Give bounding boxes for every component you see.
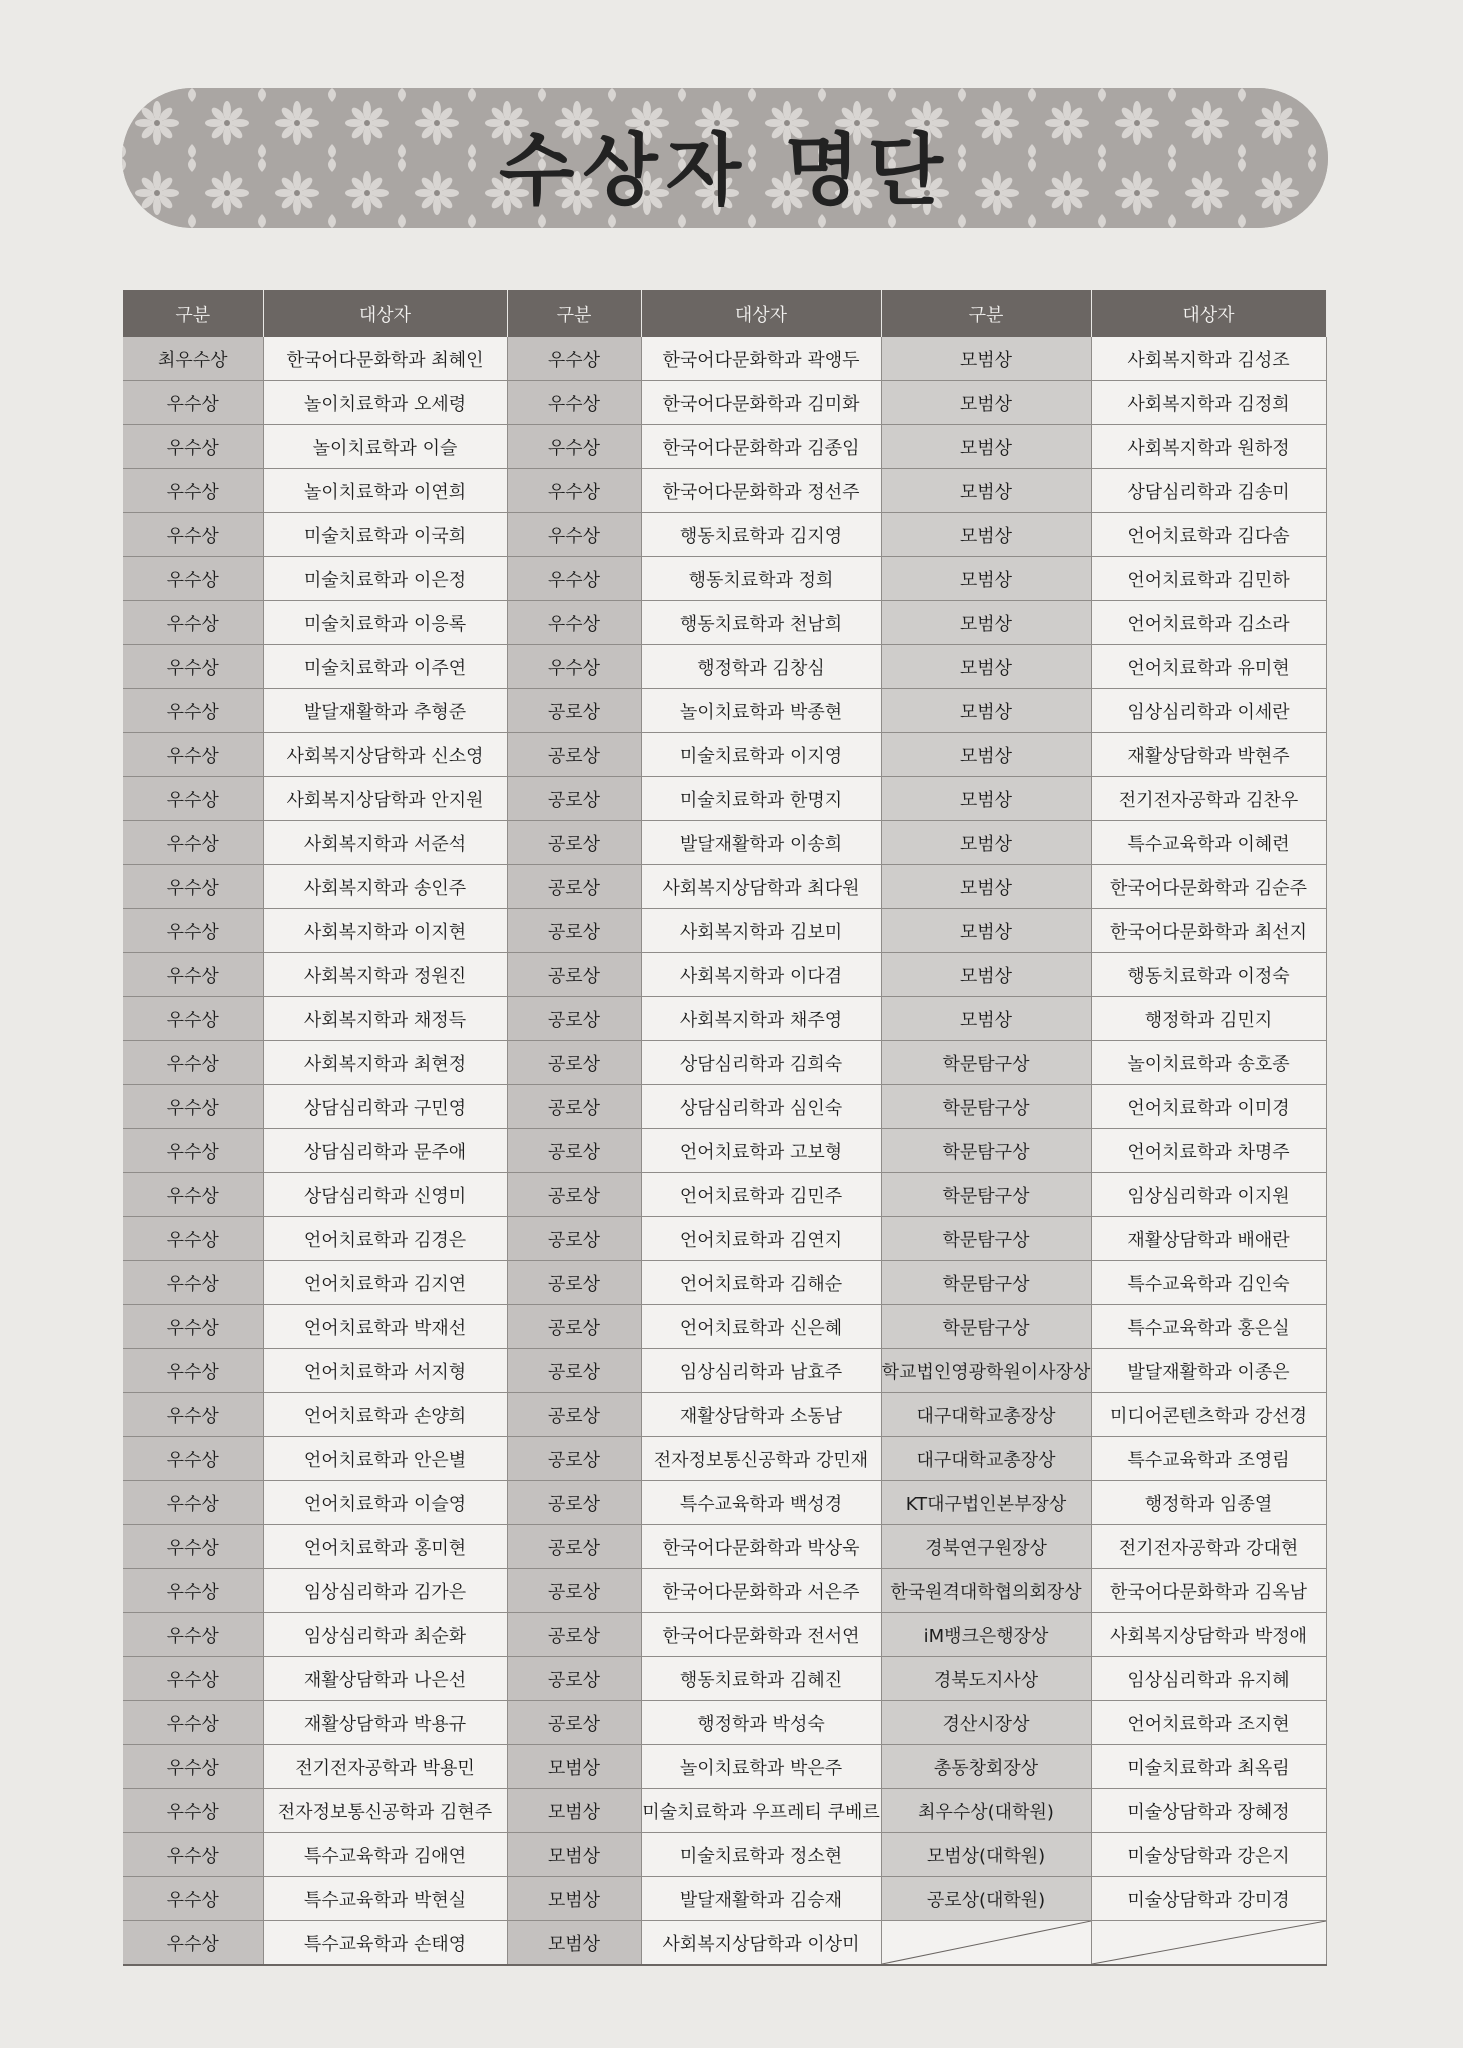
table-row xyxy=(123,689,1326,733)
award-category-cell: 모범상 xyxy=(881,557,1091,601)
award-category-cell: 학문탐구상 xyxy=(881,1261,1091,1305)
recipient-cell: 사회복지학과 송인주 xyxy=(263,865,507,909)
award-category-cell: 모범상 xyxy=(881,381,1091,425)
table-row xyxy=(123,997,1326,1041)
diagonal-slash xyxy=(1092,1921,1326,1964)
recipient-cell: 발달재활학과 추형준 xyxy=(263,689,507,733)
recipient-cell: 사회복지상담학과 안지원 xyxy=(263,777,507,821)
award-category-cell: 우수상 xyxy=(507,469,641,513)
page-title: 수상자 명단 xyxy=(499,126,951,216)
award-category-cell: 우수상 xyxy=(123,425,263,469)
award-category-cell: 우수상 xyxy=(123,1041,263,1085)
recipient-cell: 언어치료학과 홍미현 xyxy=(263,1525,507,1569)
table-row xyxy=(123,337,1326,381)
recipient-cell: 임상심리학과 이지원 xyxy=(1091,1173,1326,1217)
recipient-cell: 사회복지학과 서준석 xyxy=(263,821,507,865)
award-category-cell: 공로상 xyxy=(507,953,641,997)
recipient-cell: 재활상담학과 배애란 xyxy=(1091,1217,1326,1261)
award-category-cell: 우수상 xyxy=(123,1393,263,1437)
recipient-cell: 미술상담학과 강은지 xyxy=(1091,1833,1326,1877)
table-row xyxy=(123,777,1326,821)
table-row xyxy=(123,1921,1326,1966)
recipient-cell: 상담심리학과 문주애 xyxy=(263,1129,507,1173)
recipient-cell: 사회복지학과 이다겸 xyxy=(641,953,881,997)
award-category-cell: 우수상 xyxy=(123,909,263,953)
award-category-cell: 모범상 xyxy=(881,865,1091,909)
recipient-cell: 미술치료학과 이응록 xyxy=(263,601,507,645)
recipient-cell: 특수교육학과 손태영 xyxy=(263,1921,507,1966)
recipient-cell: 미술치료학과 이주연 xyxy=(263,645,507,689)
recipient-cell: 언어치료학과 김소라 xyxy=(1091,601,1326,645)
award-category-cell: 우수상 xyxy=(123,1261,263,1305)
table-row xyxy=(123,1833,1326,1877)
recipient-cell: 상담심리학과 김송미 xyxy=(1091,469,1326,513)
recipient-cell: 언어치료학과 이미경 xyxy=(1091,1085,1326,1129)
award-category-cell: 공로상 xyxy=(507,1701,641,1745)
recipient-cell: 한국어다문화학과 박상욱 xyxy=(641,1525,881,1569)
award-category-cell: 우수상 xyxy=(123,601,263,645)
award-category-cell: 공로상 xyxy=(507,1613,641,1657)
award-category-cell: 공로상 xyxy=(507,909,641,953)
recipient-cell: 미술치료학과 이은정 xyxy=(263,557,507,601)
recipient-cell: 재활상담학과 나은선 xyxy=(263,1657,507,1701)
award-category-cell: 공로상 xyxy=(507,1261,641,1305)
recipient-cell: 미술치료학과 정소현 xyxy=(641,1833,881,1877)
recipient-cell: 언어치료학과 김지연 xyxy=(263,1261,507,1305)
award-category-cell: 모범상 xyxy=(881,821,1091,865)
recipient-cell: 언어치료학과 김다솜 xyxy=(1091,513,1326,557)
table-row xyxy=(123,1217,1326,1261)
recipient-cell: 특수교육학과 김애연 xyxy=(263,1833,507,1877)
recipient-cell: 특수교육학과 홍은실 xyxy=(1091,1305,1326,1349)
award-category-cell: 경산시장상 xyxy=(881,1701,1091,1745)
recipient-cell: 놀이치료학과 박은주 xyxy=(641,1745,881,1789)
recipient-cell: 행정학과 김민지 xyxy=(1091,997,1326,1041)
award-category-cell: 최우수상(대학원) xyxy=(881,1789,1091,1833)
table-row xyxy=(123,1437,1326,1481)
award-category-cell: 우수상 xyxy=(507,513,641,557)
recipient-cell: 언어치료학과 고보형 xyxy=(641,1129,881,1173)
recipient-cell: 미술치료학과 우프레티 쿠베르 xyxy=(641,1789,881,1833)
award-category-cell: 우수상 xyxy=(123,1745,263,1789)
award-category-cell: KT대구법인본부장상 xyxy=(881,1481,1091,1525)
award-category-cell: 우수상 xyxy=(123,1569,263,1613)
award-category-cell: 공로상 xyxy=(507,997,641,1041)
award-category-cell: 대구대학교총장상 xyxy=(881,1437,1091,1481)
table-row xyxy=(123,865,1326,909)
recipient-cell: 전기전자공학과 박용민 xyxy=(263,1745,507,1789)
award-category-cell: 우수상 xyxy=(507,337,641,381)
award-category-cell: 모범상 xyxy=(881,513,1091,557)
recipient-cell: 행동치료학과 정희 xyxy=(641,557,881,601)
award-category-cell: 공로상 xyxy=(507,1349,641,1393)
recipient-cell: 언어치료학과 손양희 xyxy=(263,1393,507,1437)
recipient-cell: 놀이치료학과 이슬 xyxy=(263,425,507,469)
recipient-cell: 발달재활학과 이송희 xyxy=(641,821,881,865)
recipient-cell: 행동치료학과 김혜진 xyxy=(641,1657,881,1701)
award-category-cell: 공로상 xyxy=(507,733,641,777)
award-category-cell: 우수상 xyxy=(123,1833,263,1877)
table-row xyxy=(123,733,1326,777)
recipient-cell: 발달재활학과 김승재 xyxy=(641,1877,881,1921)
header-category-1: 구분 xyxy=(123,290,263,337)
recipient-cell: 언어치료학과 안은별 xyxy=(263,1437,507,1481)
award-category-cell: 우수상 xyxy=(123,953,263,997)
award-category-cell: 모범상 xyxy=(507,1877,641,1921)
recipient-cell: 한국어다문화학과 서은주 xyxy=(641,1569,881,1613)
award-category-cell: 학문탐구상 xyxy=(881,1173,1091,1217)
recipient-cell: 사회복지상담학과 박정애 xyxy=(1091,1613,1326,1657)
award-category-cell: 최우수상 xyxy=(123,337,263,381)
recipient-cell: 사회복지학과 이지현 xyxy=(263,909,507,953)
award-category-cell: 우수상 xyxy=(123,469,263,513)
table-row xyxy=(123,1481,1326,1525)
recipient-cell: 사회복지학과 김성조 xyxy=(1091,337,1326,381)
award-category-cell: 우수상 xyxy=(123,1613,263,1657)
recipient-cell: 미술상담학과 강미경 xyxy=(1091,1877,1326,1921)
recipient-cell: 특수교육학과 백성경 xyxy=(641,1481,881,1525)
recipient-cell: 사회복지학과 정원진 xyxy=(263,953,507,997)
award-category-cell: 우수상 xyxy=(123,1877,263,1921)
recipient-cell: 사회복지상담학과 신소영 xyxy=(263,733,507,777)
award-category-cell: 공로상 xyxy=(507,1173,641,1217)
award-category-cell: 모범상 xyxy=(881,953,1091,997)
award-category-cell: 학문탐구상 xyxy=(881,1305,1091,1349)
table-row xyxy=(123,381,1326,425)
award-category-cell: 우수상 xyxy=(123,1129,263,1173)
recipient-cell: 행정학과 김창심 xyxy=(641,645,881,689)
recipient-cell: 재활상담학과 박현주 xyxy=(1091,733,1326,777)
award-category-cell: 공로상 xyxy=(507,777,641,821)
recipient-cell: 언어치료학과 신은혜 xyxy=(641,1305,881,1349)
award-category-cell: 공로상 xyxy=(507,1525,641,1569)
award-category-cell: 모범상 xyxy=(881,997,1091,1041)
award-category-cell: 공로상 xyxy=(507,689,641,733)
table-row xyxy=(123,469,1326,513)
header-category-2: 구분 xyxy=(507,290,641,337)
empty-slashed-cell xyxy=(1091,1921,1326,1966)
award-category-cell: 우수상 xyxy=(123,821,263,865)
award-category-cell: 우수상 xyxy=(123,1525,263,1569)
recipient-cell: 사회복지상담학과 최다원 xyxy=(641,865,881,909)
award-category-cell: 학문탐구상 xyxy=(881,1129,1091,1173)
award-category-cell: 우수상 xyxy=(123,733,263,777)
recipient-cell: 상담심리학과 김희숙 xyxy=(641,1041,881,1085)
award-category-cell: 우수상 xyxy=(123,645,263,689)
recipient-cell: 상담심리학과 구민영 xyxy=(263,1085,507,1129)
recipient-cell: 미술치료학과 이지영 xyxy=(641,733,881,777)
recipient-cell: 임상심리학과 최순화 xyxy=(263,1613,507,1657)
table-row xyxy=(123,557,1326,601)
empty-slashed-cell xyxy=(881,1921,1091,1966)
recipient-cell: 놀이치료학과 송호종 xyxy=(1091,1041,1326,1085)
award-category-cell: 공로상 xyxy=(507,1657,641,1701)
recipient-cell: 특수교육학과 조영림 xyxy=(1091,1437,1326,1481)
table-header-row xyxy=(123,290,1326,337)
recipient-cell: 전기전자공학과 강대현 xyxy=(1091,1525,1326,1569)
award-category-cell: 우수상 xyxy=(507,601,641,645)
recipient-cell: 발달재활학과 이종은 xyxy=(1091,1349,1326,1393)
award-category-cell: 모범상 xyxy=(507,1833,641,1877)
award-category-cell: 공로상 xyxy=(507,1041,641,1085)
recipient-cell: 한국어다문화학과 전서연 xyxy=(641,1613,881,1657)
recipient-cell: 사회복지학과 채주영 xyxy=(641,997,881,1041)
table-row xyxy=(123,1085,1326,1129)
recipient-cell: 행정학과 임종열 xyxy=(1091,1481,1326,1525)
recipient-cell: 한국어다문화학과 김순주 xyxy=(1091,865,1326,909)
table-row xyxy=(123,1173,1326,1217)
title-banner xyxy=(122,88,1328,228)
award-category-cell: 모범상 xyxy=(881,689,1091,733)
recipient-cell: 사회복지상담학과 이상미 xyxy=(641,1921,881,1966)
recipient-cell: 한국어다문화학과 김옥남 xyxy=(1091,1569,1326,1613)
award-category-cell: 우수상 xyxy=(123,513,263,557)
recipient-cell: 미술상담학과 장혜정 xyxy=(1091,1789,1326,1833)
award-category-cell: 우수상 xyxy=(123,777,263,821)
awardee-table-wrap xyxy=(123,290,1326,1966)
award-category-cell: 공로상 xyxy=(507,1437,641,1481)
recipient-cell: 한국어다문화학과 최선지 xyxy=(1091,909,1326,953)
award-category-cell: 학교법인영광학원이사장상 xyxy=(881,1349,1091,1393)
recipient-cell: 행동치료학과 이정숙 xyxy=(1091,953,1326,997)
award-category-cell: 우수상 xyxy=(507,645,641,689)
award-category-cell: 우수상 xyxy=(123,1789,263,1833)
award-category-cell: 모범상 xyxy=(881,733,1091,777)
recipient-cell: 전자정보통신공학과 김현주 xyxy=(263,1789,507,1833)
recipient-cell: 재활상담학과 박용규 xyxy=(263,1701,507,1745)
recipient-cell: 상담심리학과 신영미 xyxy=(263,1173,507,1217)
recipient-cell: 재활상담학과 소동남 xyxy=(641,1393,881,1437)
recipient-cell: 언어치료학과 서지형 xyxy=(263,1349,507,1393)
recipient-cell: 특수교육학과 박현실 xyxy=(263,1877,507,1921)
award-category-cell: 공로상 xyxy=(507,1085,641,1129)
award-category-cell: 학문탐구상 xyxy=(881,1085,1091,1129)
recipient-cell: 미술치료학과 최옥림 xyxy=(1091,1745,1326,1789)
recipient-cell: 언어치료학과 김민하 xyxy=(1091,557,1326,601)
recipient-cell: 특수교육학과 이혜련 xyxy=(1091,821,1326,865)
award-category-cell: 우수상 xyxy=(123,381,263,425)
award-category-cell: 우수상 xyxy=(123,1085,263,1129)
award-category-cell: 공로상 xyxy=(507,1305,641,1349)
award-category-cell: 우수상 xyxy=(507,381,641,425)
recipient-cell: 언어치료학과 이슬영 xyxy=(263,1481,507,1525)
awardee-table xyxy=(123,290,1327,1966)
table-row xyxy=(123,909,1326,953)
award-category-cell: 우수상 xyxy=(123,557,263,601)
recipient-cell: 놀이치료학과 오세령 xyxy=(263,381,507,425)
award-category-cell: 공로상 xyxy=(507,821,641,865)
award-category-cell: 한국원격대학협의회장상 xyxy=(881,1569,1091,1613)
award-category-cell: 경북연구원장상 xyxy=(881,1525,1091,1569)
diagonal-slash xyxy=(882,1921,1091,1964)
recipient-cell: 언어치료학과 박재선 xyxy=(263,1305,507,1349)
recipient-cell: 사회복지학과 김정희 xyxy=(1091,381,1326,425)
recipient-cell: 놀이치료학과 이연희 xyxy=(263,469,507,513)
recipient-cell: 임상심리학과 남효주 xyxy=(641,1349,881,1393)
award-category-cell: 학문탐구상 xyxy=(881,1041,1091,1085)
award-category-cell: 우수상 xyxy=(507,425,641,469)
table-row xyxy=(123,1305,1326,1349)
award-category-cell: 공로상 xyxy=(507,1393,641,1437)
recipient-cell: 전기전자공학과 김찬우 xyxy=(1091,777,1326,821)
award-category-cell: 모범상 xyxy=(507,1921,641,1966)
table-row xyxy=(123,513,1326,557)
table-row xyxy=(123,645,1326,689)
award-category-cell: 우수상 xyxy=(123,1701,263,1745)
award-category-cell: 모범상 xyxy=(881,601,1091,645)
table-row xyxy=(123,1877,1326,1921)
award-category-cell: 공로상(대학원) xyxy=(881,1877,1091,1921)
recipient-cell: 언어치료학과 유미현 xyxy=(1091,645,1326,689)
recipient-cell: 임상심리학과 유지혜 xyxy=(1091,1657,1326,1701)
recipient-cell: 사회복지학과 김보미 xyxy=(641,909,881,953)
award-category-cell: 우수상 xyxy=(123,1217,263,1261)
table-row xyxy=(123,1129,1326,1173)
table-row xyxy=(123,953,1326,997)
award-category-cell: 모범상 xyxy=(881,777,1091,821)
recipient-cell: 전자정보통신공학과 강민재 xyxy=(641,1437,881,1481)
award-category-cell: 모범상 xyxy=(881,469,1091,513)
table-row xyxy=(123,1261,1326,1305)
award-category-cell: 우수상 xyxy=(123,1921,263,1966)
award-category-cell: 모범상 xyxy=(881,337,1091,381)
award-category-cell: 공로상 xyxy=(507,1129,641,1173)
award-category-cell: 모범상 xyxy=(881,645,1091,689)
award-category-cell: 우수상 xyxy=(123,1173,263,1217)
recipient-cell: 임상심리학과 이세란 xyxy=(1091,689,1326,733)
recipient-cell: 행정학과 박성숙 xyxy=(641,1701,881,1745)
recipient-cell: 사회복지학과 채정득 xyxy=(263,997,507,1041)
recipient-cell: 사회복지학과 원하정 xyxy=(1091,425,1326,469)
table-row xyxy=(123,1657,1326,1701)
award-category-cell: 우수상 xyxy=(123,689,263,733)
award-category-cell: 경북도지사상 xyxy=(881,1657,1091,1701)
award-category-cell: iM뱅크은행장상 xyxy=(881,1613,1091,1657)
award-category-cell: 대구대학교총장상 xyxy=(881,1393,1091,1437)
award-category-cell: 우수상 xyxy=(123,1305,263,1349)
table-body xyxy=(123,337,1326,1965)
table-row xyxy=(123,601,1326,645)
table-row xyxy=(123,1613,1326,1657)
award-category-cell: 우수상 xyxy=(507,557,641,601)
award-category-cell: 총동창회장상 xyxy=(881,1745,1091,1789)
recipient-cell: 한국어다문화학과 정선주 xyxy=(641,469,881,513)
recipient-cell: 언어치료학과 김민주 xyxy=(641,1173,881,1217)
award-category-cell: 모범상 xyxy=(507,1789,641,1833)
table-row xyxy=(123,425,1326,469)
table-row xyxy=(123,1569,1326,1613)
award-category-cell: 학문탐구상 xyxy=(881,1217,1091,1261)
award-category-cell: 모범상 xyxy=(881,425,1091,469)
table-row xyxy=(123,1701,1326,1745)
recipient-cell: 한국어다문화학과 김미화 xyxy=(641,381,881,425)
recipient-cell: 한국어다문화학과 김종임 xyxy=(641,425,881,469)
table-row xyxy=(123,1745,1326,1789)
award-category-cell: 우수상 xyxy=(123,997,263,1041)
award-category-cell: 모범상(대학원) xyxy=(881,1833,1091,1877)
recipient-cell: 한국어다문화학과 곽앵두 xyxy=(641,337,881,381)
table-row xyxy=(123,1525,1326,1569)
header-category-3: 구분 xyxy=(881,290,1091,337)
award-category-cell: 공로상 xyxy=(507,1481,641,1525)
recipient-cell: 한국어다문화학과 최혜인 xyxy=(263,337,507,381)
recipient-cell: 행동치료학과 김지영 xyxy=(641,513,881,557)
table-row xyxy=(123,1393,1326,1437)
table-row xyxy=(123,1789,1326,1833)
recipient-cell: 미술치료학과 이국희 xyxy=(263,513,507,557)
award-category-cell: 공로상 xyxy=(507,1217,641,1261)
table-row xyxy=(123,1041,1326,1085)
award-category-cell: 우수상 xyxy=(123,1481,263,1525)
award-category-cell: 우수상 xyxy=(123,1437,263,1481)
award-category-cell: 모범상 xyxy=(507,1745,641,1789)
award-category-cell: 공로상 xyxy=(507,865,641,909)
recipient-cell: 언어치료학과 조지현 xyxy=(1091,1701,1326,1745)
recipient-cell: 임상심리학과 김가은 xyxy=(263,1569,507,1613)
header-recipient-1: 대상자 xyxy=(263,290,507,337)
recipient-cell: 언어치료학과 김경은 xyxy=(263,1217,507,1261)
award-category-cell: 우수상 xyxy=(123,1349,263,1393)
recipient-cell: 놀이치료학과 박종현 xyxy=(641,689,881,733)
recipient-cell: 상담심리학과 심인숙 xyxy=(641,1085,881,1129)
recipient-cell: 언어치료학과 김연지 xyxy=(641,1217,881,1261)
header-recipient-3: 대상자 xyxy=(1091,290,1326,337)
award-category-cell: 우수상 xyxy=(123,865,263,909)
header-recipient-2: 대상자 xyxy=(641,290,881,337)
recipient-cell: 사회복지학과 최현정 xyxy=(263,1041,507,1085)
recipient-cell: 언어치료학과 김해순 xyxy=(641,1261,881,1305)
table-row xyxy=(123,821,1326,865)
recipient-cell: 특수교육학과 김인숙 xyxy=(1091,1261,1326,1305)
award-category-cell: 공로상 xyxy=(507,1569,641,1613)
recipient-cell: 미디어콘텐츠학과 강선경 xyxy=(1091,1393,1326,1437)
recipient-cell: 미술치료학과 한명지 xyxy=(641,777,881,821)
award-category-cell: 우수상 xyxy=(123,1657,263,1701)
award-category-cell: 모범상 xyxy=(881,909,1091,953)
table-row xyxy=(123,1349,1326,1393)
recipient-cell: 언어치료학과 차명주 xyxy=(1091,1129,1326,1173)
recipient-cell: 행동치료학과 천남희 xyxy=(641,601,881,645)
